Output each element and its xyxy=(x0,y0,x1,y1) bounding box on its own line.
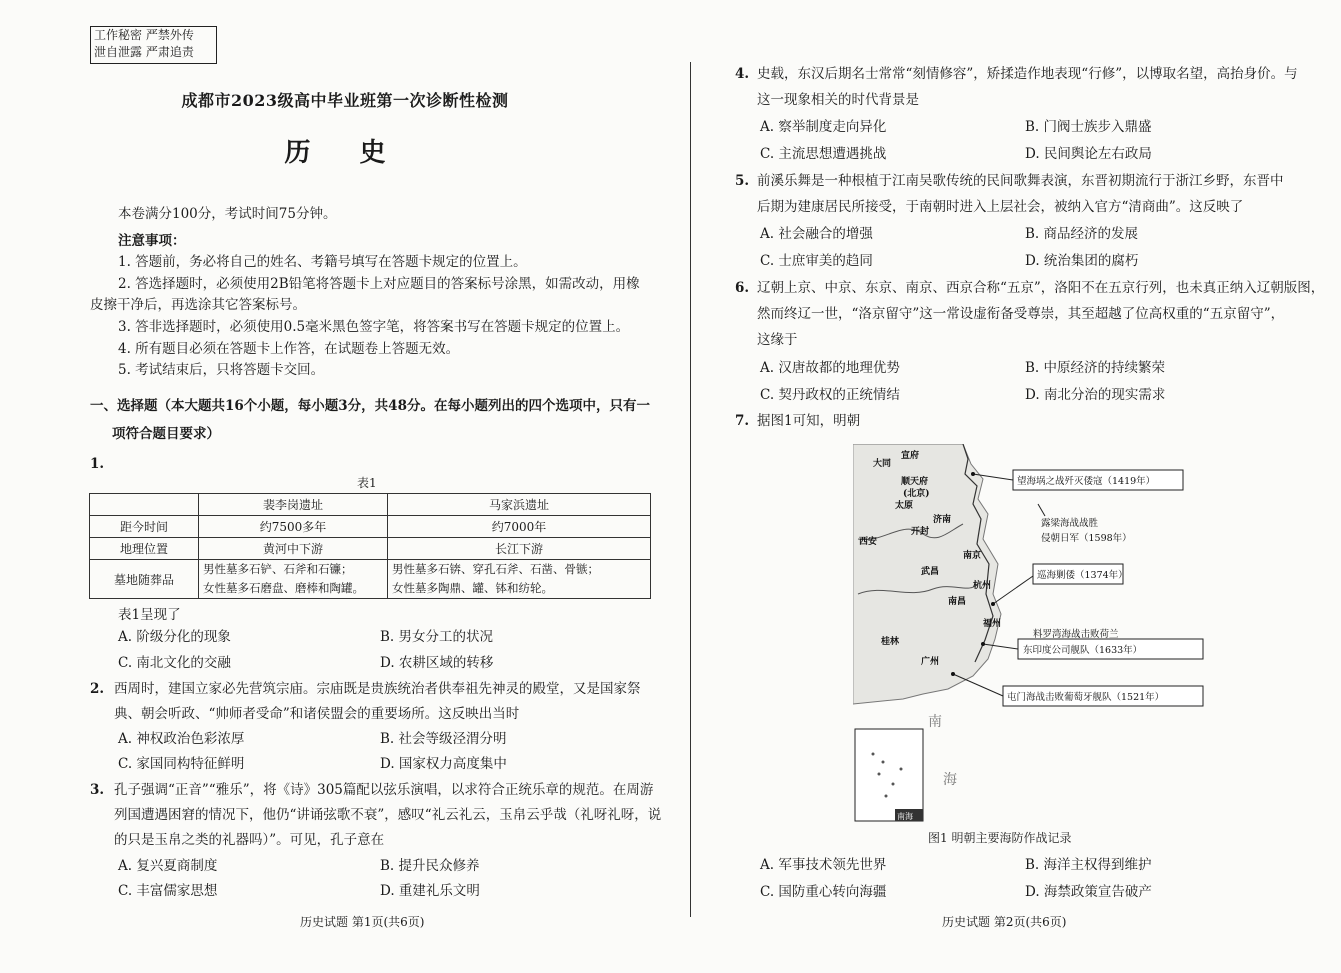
q4-line2: 这一现象相关的时代背景是 xyxy=(757,92,919,108)
table1-row1-c1: 约7500多年 xyxy=(199,516,388,538)
q2-option-d[interactable]: D. 国家权力高度集中 xyxy=(380,756,507,772)
inset-label: 南海 xyxy=(897,812,913,821)
q5-option-d[interactable]: D. 统治集团的腐朽 xyxy=(1025,253,1139,269)
q7-number: 7. xyxy=(735,413,750,429)
table1 xyxy=(89,493,651,599)
city-hangzhou: 杭州 xyxy=(973,581,992,591)
notes-title: 注意事项： xyxy=(118,233,186,249)
q6-option-d[interactable]: D. 南北分治的现实需求 xyxy=(1025,387,1166,403)
city-jinan: 济南 xyxy=(933,515,952,525)
note-5: 5. 考试结束后，只将答题卡交回。 xyxy=(118,362,325,378)
note-3: 3. 答非选择题时，必须使用0.5毫米黑色签字笔，将答案书写在答题卡规定的位置上。 xyxy=(118,319,630,335)
q2-option-b[interactable]: B. 社会等级泾渭分明 xyxy=(380,731,507,747)
q4-option-a[interactable]: A. 察举制度走向异化 xyxy=(760,119,887,135)
note-1: 1. 答题前，务必将自己的姓名、考籍号填写在答题卡规定的位置上。 xyxy=(118,254,527,270)
note-2b: 皮擦干净后，再选涂其它答案标号。 xyxy=(90,297,306,313)
city-nanchang: 南昌 xyxy=(948,597,967,607)
table1-row1-c2: 约7000年 xyxy=(388,516,651,538)
page2-footer: 历史试题 第2页(共6页) xyxy=(942,915,1067,929)
q1-option-c[interactable]: C. 南北文化的交融 xyxy=(118,655,231,671)
table1-row3-c2b: 女性墓多陶鼎、罐、钵和纺轮。 xyxy=(392,581,553,595)
q2-line2: 典、朝会听政、“帅师者受命”和诸侯盟会的重要场所。这反映出当时 xyxy=(114,706,520,722)
sea-hai: 海 xyxy=(943,772,957,788)
city-fuzhou: 福州 xyxy=(983,619,1002,629)
city-xian: 西安 xyxy=(859,537,878,547)
confidential-stamp xyxy=(90,26,217,64)
q7-option-d[interactable]: D. 海禁政策宣告破产 xyxy=(1025,884,1152,900)
q6-line2: 然而终辽一世，“洛京留守”这一常设虚衔备受尊崇，其至超越了位高权重的“五京留守”， xyxy=(757,306,1285,322)
map-label-2b: 侵朝日军（1598年） xyxy=(1041,533,1132,544)
table1-row3-c2 xyxy=(388,560,651,599)
section1-line1: 一、选择题（本大题共16个小题，每小题3分，共48分。在每小题列出的四个选项中，只有一 xyxy=(90,398,650,414)
q6-option-a[interactable]: A. 汉唐故都的地理优势 xyxy=(760,360,900,376)
q2-option-a[interactable]: A. 神权政治色彩浓厚 xyxy=(118,731,245,747)
q1-option-a[interactable]: A. 阶级分化的现象 xyxy=(118,629,231,645)
note-4: 4. 所有题目必须在答题卡上作答，在试题卷上答题无效。 xyxy=(118,341,460,357)
table1-row3-c2a: 男性墓多石锛、穿孔石斧、石凿、骨镞； xyxy=(392,562,599,576)
q4-option-d[interactable]: D. 民间舆论左右政局 xyxy=(1025,146,1152,162)
q3-line2: 列国遭遇困窘的情况下，他仍“讲诵弦歌不衰”，感叹“礼云礼云，玉帛云乎哉（礼呀礼呀，说 xyxy=(114,807,662,823)
exam-title: 成都市2023级高中毕业班第一次诊断性检测 xyxy=(181,91,509,110)
subject-title: 历 史 xyxy=(284,138,406,168)
q5-line2: 后期为建康居民所接受，于南朝时进入上层社会，被纳入官方“清商曲”。这反映了 xyxy=(757,199,1244,215)
q4-number: 4. xyxy=(735,66,750,82)
table1-row2-label: 地理位置 xyxy=(90,538,199,560)
city-shuntian: 顺天府 xyxy=(901,477,929,487)
q3-number: 3. xyxy=(90,782,105,798)
q7-stem: 据图1可知，明朝 xyxy=(757,413,861,429)
map-label-5: 屯门海战击败葡萄牙舰队（1521年） xyxy=(1007,692,1165,703)
q5-option-b[interactable]: B. 商品经济的发展 xyxy=(1025,226,1139,242)
q4-option-b[interactable]: B. 门阀士族步入鼎盛 xyxy=(1025,119,1152,135)
q5-option-a[interactable]: A. 社会融合的增强 xyxy=(760,226,873,242)
city-wuchang: 武昌 xyxy=(921,567,940,577)
q7-option-b[interactable]: B. 海洋主权得到维护 xyxy=(1025,857,1152,873)
note-2a: 2. 答选择题时，必须使用2B铅笔将答题卡上对应题目的答案标号涂黑，如需改动，用橡 xyxy=(118,276,640,292)
q4-option-c[interactable]: C. 主流思想遭遇挑战 xyxy=(760,146,887,162)
q7-option-c[interactable]: C. 国防重心转向海疆 xyxy=(760,884,887,900)
q2-option-c[interactable]: C. 家国同构特征鲜明 xyxy=(118,756,245,772)
q4-line1: 史载，东汉后期名士常常“刻情修容”，矫揉造作地表现“行修”，以博取名望，高抬身价。与 xyxy=(757,66,1298,82)
q1-number: 1. xyxy=(90,456,105,472)
q3-option-d[interactable]: D. 重建礼乐文明 xyxy=(380,883,480,899)
sea-nan: 南 xyxy=(928,714,942,730)
city-guangzhou: 广州 xyxy=(921,657,940,667)
q6-option-c[interactable]: C. 契丹政权的正统情结 xyxy=(760,387,900,403)
section1-line2: 项符合题目要求） xyxy=(112,426,220,442)
q5-option-c[interactable]: C. 士庶审美的趋同 xyxy=(760,253,873,269)
table1-row2-c2: 长江下游 xyxy=(388,538,651,560)
q6-number: 6. xyxy=(735,280,750,296)
table1-row3-label: 墓地随葬品 xyxy=(90,560,199,599)
q3-option-b[interactable]: B. 提升民众修养 xyxy=(380,858,480,874)
map-label-3: 巡海剿倭（1374年） xyxy=(1037,570,1128,581)
q7-option-a[interactable]: A. 军事技术领先世界 xyxy=(760,857,887,873)
q3-line3: 的只是玉帛之类的礼器吗）”。可见，孔子意在 xyxy=(114,832,385,848)
q1-option-b[interactable]: B. 男女分工的状况 xyxy=(380,629,494,645)
q3-option-c[interactable]: C. 丰富儒家思想 xyxy=(118,883,218,899)
figure1-map xyxy=(853,444,1208,824)
city-datong: 大同 xyxy=(873,459,892,469)
table1-row1-label: 距今时间 xyxy=(90,516,199,538)
city-kaifeng: 开封 xyxy=(911,527,930,537)
q5-number: 5. xyxy=(735,173,750,189)
figure1-caption: 图1 明朝主要海防作战记录 xyxy=(928,831,1072,845)
city-nanjing: 南京 xyxy=(963,551,982,561)
table1-row2-c1: 黄河中下游 xyxy=(199,538,388,560)
q1-option-d[interactable]: D. 农耕区域的转移 xyxy=(380,655,494,671)
table1-row3-c1b: 女性墓多石磨盘、磨棒和陶罐。 xyxy=(203,581,364,595)
table1-row3-c1a: 男性墓多石铲、石斧和石镰； xyxy=(203,562,353,576)
south-china-sea-inset xyxy=(855,729,923,821)
q2-number: 2. xyxy=(90,681,105,697)
city-taiyuan: 太原 xyxy=(895,501,914,511)
page-divider xyxy=(690,62,691,917)
score-line: 本卷满分100分，考试时间75分钟。 xyxy=(118,206,337,222)
map-label-4a: 料罗湾海战击败荷兰 xyxy=(1033,629,1119,640)
city-beijing: (北京) xyxy=(903,489,930,499)
q3-line1: 孔子强调“正音”“雅乐”，将《诗》305篇配以弦乐演唱，以求符合正统乐章的规范。在周游 xyxy=(114,782,654,798)
map-label-4b: 东印度公司舰队（1633年） xyxy=(1023,645,1143,656)
q6-line3: 这缘于 xyxy=(757,332,798,348)
q1-stem: 表1呈现了 xyxy=(118,607,181,623)
stamp-line2: 泄自泄露 严肃追责 xyxy=(94,45,194,59)
q3-option-a[interactable]: A. 复兴夏商制度 xyxy=(118,858,218,874)
table1-row3-c1 xyxy=(199,560,388,599)
q5-line1: 前溪乐舞是一种根植于江南吴歌传统的民间歌舞表演，东晋初期流行于浙江乡野，东晋中 xyxy=(757,173,1284,189)
table1-caption: 表1 xyxy=(357,476,377,490)
q6-option-b[interactable]: B. 中原经济的持续繁荣 xyxy=(1025,360,1166,376)
map-label-1: 望海埚之战歼灭倭寇（1419年） xyxy=(1017,476,1156,487)
q2-line1: 西周时，建国立家必先营筑宗庙。宗庙既是贵族统治者供奉祖先神灵的殿堂，又是国家祭 xyxy=(114,681,641,697)
stamp-line1: 工作秘密 严禁外传 xyxy=(94,28,194,42)
map-label-2a: 露梁海战战胜 xyxy=(1041,518,1099,529)
table1-col2: 马家浜遗址 xyxy=(388,494,651,516)
page1-footer: 历史试题 第1页(共6页) xyxy=(300,915,425,929)
city-xuanfu: 宣府 xyxy=(901,451,920,461)
q6-line1: 辽朝上京、中京、东京、南京、西京合称“五京”，洛阳不在五京行列，也未真正纳入辽朝版图， xyxy=(757,280,1325,296)
table1-col1: 裴李岗遗址 xyxy=(199,494,388,516)
city-guilin: 桂林 xyxy=(881,637,900,647)
